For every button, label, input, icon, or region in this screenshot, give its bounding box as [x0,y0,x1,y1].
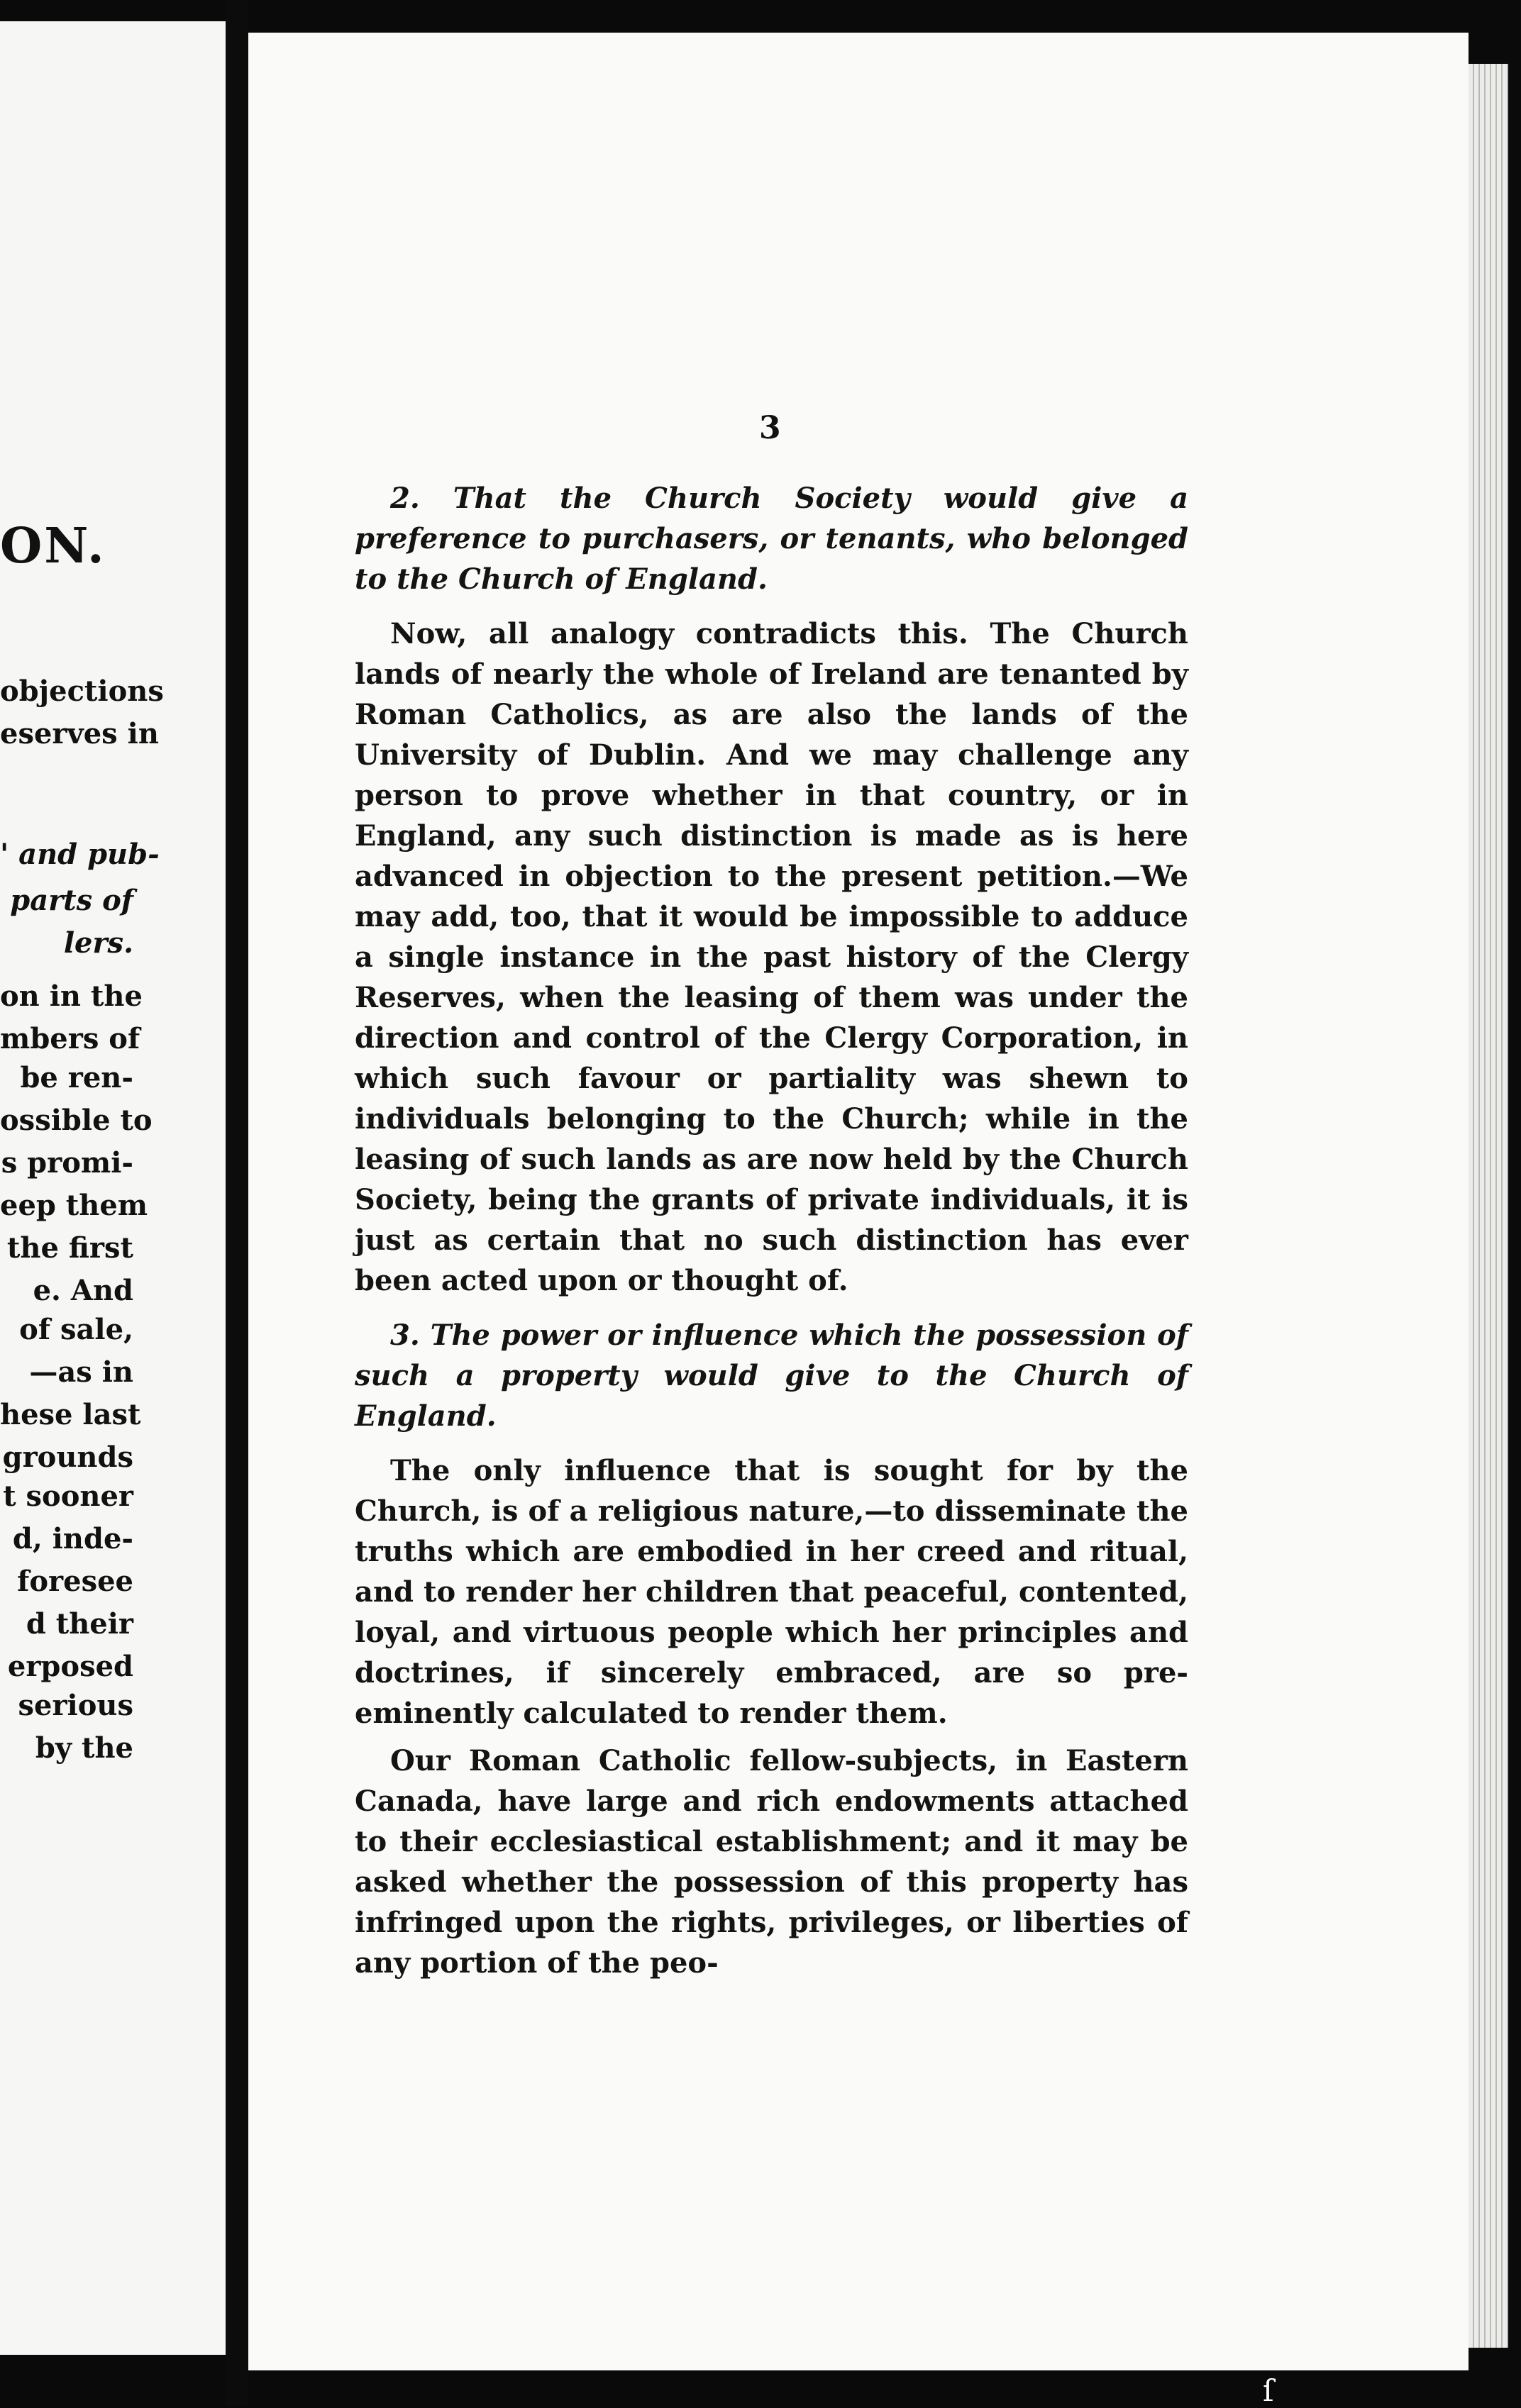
left-page-line: d their [26,1607,133,1641]
left-page-line: eep them [0,1189,148,1222]
page-edges [1469,64,1508,2348]
left-page-line: t sooner [3,1480,133,1513]
left-page-line: s promi- [1,1146,133,1180]
left-facing-page [0,21,226,2355]
left-page-line: —as in [29,1355,133,1389]
left-page-line: be ren- [20,1061,133,1094]
point-3-paragraph: The only influence that is sought for by the Church, is of a religious nature,—to disseminate the truths which are embodied in her creed and ritual, and to render her children that peaceful, contented, loyal, and virtuous people which her principles and doctrines, if sincerely embraced, are so pre-eminently calculated to render them. [355,1454,1188,1730]
left-page-line: ossible to [0,1104,153,1137]
left-page-line: by the [35,1731,133,1765]
left-page-line: foresee [17,1565,133,1598]
left-page-line: lers. [63,926,133,960]
left-page-line: objections [0,675,164,708]
left-page-heading: ON. [0,518,106,575]
left-page-line: d, inde- [12,1522,133,1555]
left-page-line: erposed [7,1650,133,1683]
point-3-paragraph-2: Our Roman Catholic fellow-subjects, in Eastern Canada, have large and rich endowments attached to their ecclesiastical establishment; and it may be asked whether the possession of this property has infringed upon the rights, privileges, or liberties of any portion of the peo- [355,1744,1188,1980]
left-page-line: hese last [0,1398,141,1431]
left-page-line: grounds [2,1441,133,1474]
book-gutter [226,0,248,2406]
point-3-heading: 3. The power or influence which the possession of such a property would give to the Church of England. [355,1319,1188,1433]
point-2-paragraph: Now, all analogy contradicts this. The Church lands of nearly the whole of Ireland are tenanted by Roman Catholics, as are also the lands of the University of Dublin. And we may challenge any person to prove whether in that country, or in England, any such distinction is made as is here advanced in objection to the present petition.—We may add, too, that it would be impossible to adduce a single instance in the past history of the Clergy Reserves, when the leasing of them was under the direction and control of the Clergy Corporation, in which such favour or partiality was shewn to individuals belonging to the Church; while in the leasing of such lands as are now held by the Church Society, being the grants of private individuals, it is just as certain that no such distinction has ever been acted upon or thought of. [355,617,1188,1297]
left-page-line: mbers of [0,1022,140,1055]
left-page-line: ' and pub- [0,838,160,871]
point-2-heading: 2. That the Church Society would give a preference to purchasers, or tenants, who belonged to the Church of England. [355,482,1188,596]
left-page-line: e. And [33,1274,133,1307]
left-page-line: parts of [10,884,133,917]
left-page-line: of sale, [19,1313,133,1346]
left-page-line: on in the [0,980,143,1013]
page-number: 3 [759,410,781,446]
left-page-line: the first [6,1231,133,1265]
page-body [355,478,1188,1983]
left-page-line: serious [18,1689,133,1722]
left-page-line: eserves in [0,717,159,750]
scan-mark: ſ [1263,2373,1274,2408]
